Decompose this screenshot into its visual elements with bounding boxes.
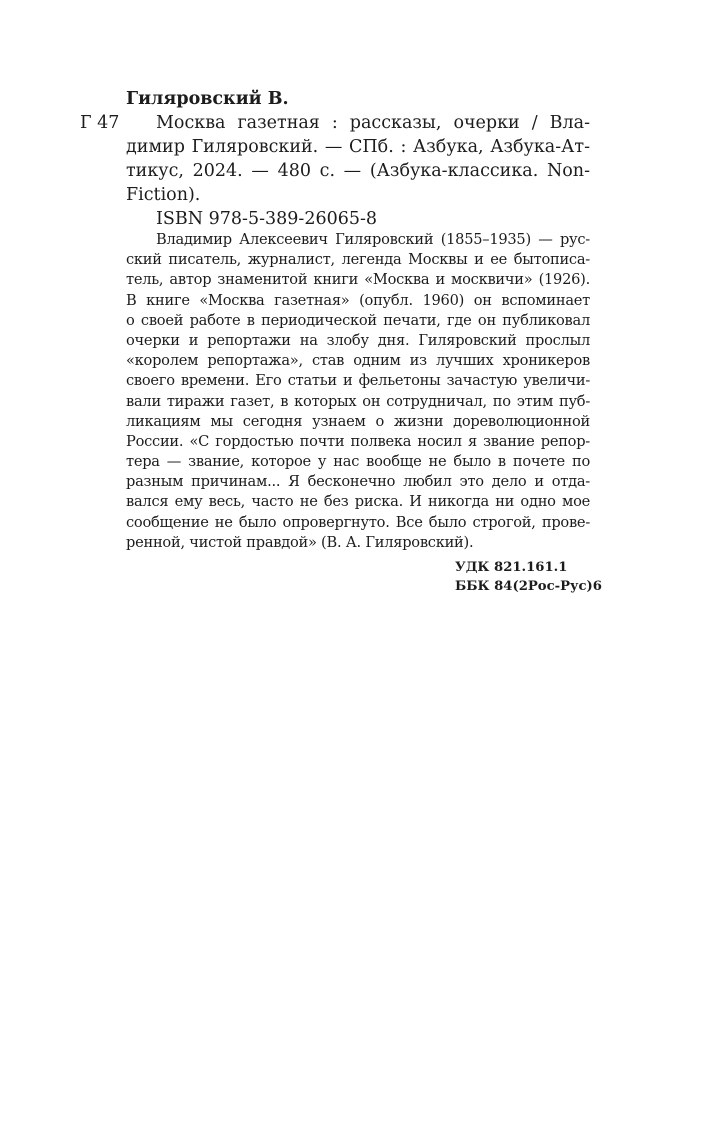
- classification-codes: [455, 558, 602, 596]
- annotation-line: тель, автор знаменитой книги «Москва и москвичи» (1926).: [126, 271, 590, 289]
- annotation-line: В книге «Москва газетная» (опубл. 1960) он вспоминает: [126, 291, 590, 309]
- annotation-line: Владимир Алексеевич Гиляровский (1855–1935) — рус-: [156, 231, 590, 248]
- bibliographic-description: [126, 111, 590, 207]
- annotation-line: России. «С гордостью почти полвека носил я звание репор-: [126, 432, 590, 450]
- annotation-line: своего времени. Его статьи и фельетоны зачастую увеличи-: [126, 372, 590, 390]
- annotation-line: разным причинам... Я бесконечно любил это дело и отда-: [126, 473, 590, 491]
- title-line: тикус, 2024. — 480 с. — (Азбука-классика. Non-: [126, 161, 590, 181]
- annotation-line: «королем репортажа», став одним из лучших хроникеров: [126, 352, 590, 370]
- annotation-line: сообщение не было опровергнуто. Все было строгой, прове-: [126, 513, 590, 531]
- isbn: ISBN 978-5-389-26065-8: [156, 209, 378, 229]
- annotation-line: ликациям мы сегодня узнаем о жизни дореволюционной: [126, 412, 590, 430]
- annotation-line: ренной, чистой правдой» (В. А. Гиляровский).: [126, 533, 474, 551]
- annotation-line: очерки и репортажи на злобу дня. Гиляровский прослыл: [126, 331, 590, 349]
- annotation-line: вали тиражи газет, в которых он сотрудничал, по этим пуб-: [126, 392, 590, 410]
- annotation: [126, 230, 590, 553]
- title-line: Москва газетная : рассказы, очерки / Вла-: [156, 113, 590, 133]
- annotation-line: ский писатель, журналист, легенда Москвы и ее бытописа-: [126, 251, 590, 269]
- annotation-line: о своей работе в периодической печати, где он публиковал: [126, 311, 590, 329]
- title-line: димир Гиляровский. — СПб. : Азбука, Азбука-Ат-: [126, 137, 590, 157]
- author-heading: Гиляровский В.: [126, 89, 289, 109]
- bbk-code: ББК 84(2Рос-Рус)6: [455, 579, 602, 594]
- author-index: Г 47: [80, 113, 120, 133]
- annotation-line: тера — звание, которое у нас вообще не было в почете по: [126, 453, 590, 471]
- udk-code: УДК 821.161.1: [455, 560, 568, 575]
- title-line: Fiction).: [126, 185, 201, 205]
- annotation-line: вался ему весь, часто не без риска. И никогда ни одно мое: [126, 493, 590, 511]
